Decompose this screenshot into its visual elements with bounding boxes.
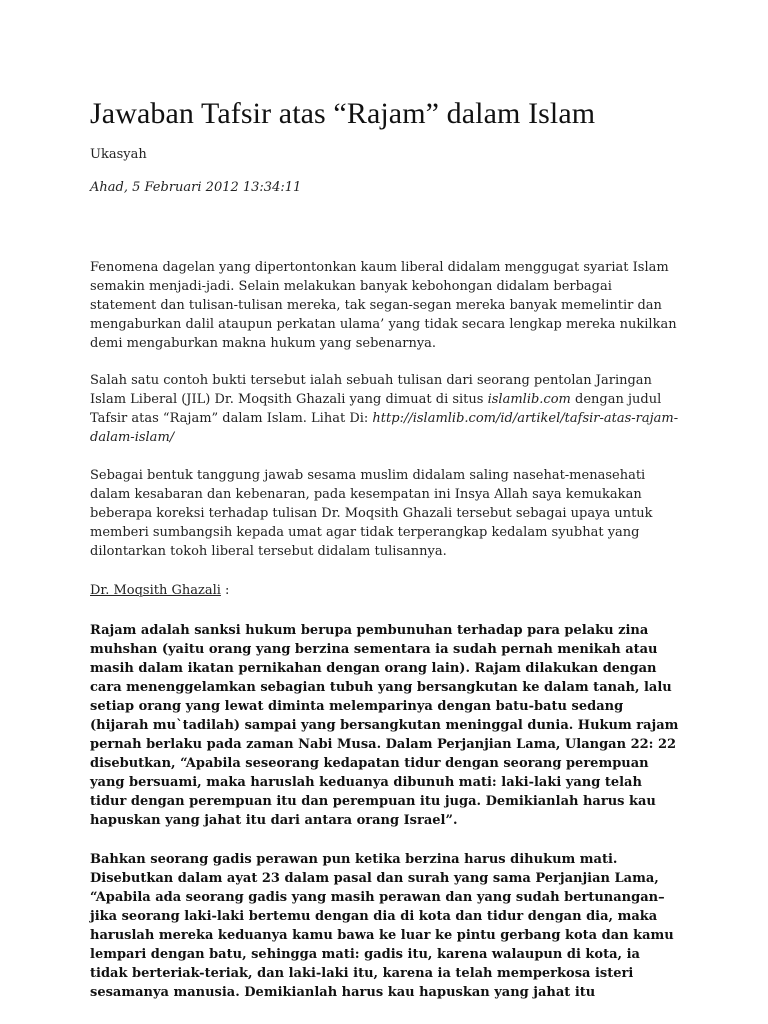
article-author: Ukasyah [90,147,147,162]
paragraph-example-text-2: dengan judul Tafsir atas “Rajam” dalam Islam. Lihat Di: [90,392,662,426]
article-date: Ahad, 5 Februari 2012 13:34:11 [90,180,302,195]
paragraph-intro: Fenomena dagelan yang dipertontonkan kaum liberal didalam menggugat syariat Islam semakin menjadi-jadi. Selain melakukan banyak kebohongan didalam berbagai statement dan tulisan-tulisan mereka, tak segan-segan mereka banyak memelintir dan mengaburkan dalil ataupun perkatan ulama’ yang tidak secara lengkap mereka nukilkan demi mengaburkan makna hukum yang sebenarnya. [90,260,677,351]
paragraph-purpose: Sebagai bentuk tanggung jawab sesama muslim didalam saling nasehat-menasehati dalam kesabaran dan kebenaran, pada kesempatan ini Insya Allah saya kemukakan beberapa koreksi terhadap tulisan Dr. Moqsith Ghazali tersebut sebagai upaya untuk memberi sumbangsih kepada umat agar tidak terperangkap kedalam syubhat yang dilontarkan tokoh liberal tersebut didalam tulisannya. [90,468,653,559]
article-title: Jawaban Tafsir atas “Rajam” dalam Islam [90,97,596,130]
quote-paragraph-2: Bahkan seorang gadis perawan pun ketika berzina harus dihukum mati. Disebutkan dalam ayat 23 dalam pasal dan surah yang sama Perjanjian Lama, “Apabila ada seorang gadis yang masih perawan dan yang sudah bertunangan–jika seorang laki-laki bertemu dengan dia di kota dan tidur dengan dia, maka haruslah mereka keduanya kamu bawa ke luar ke pintu gerbang kota dan kamu lempari dengan batu, sehingga mati: gadis itu, karena walaupun di kota, ia tidak berteriak-teriak, dan laki-laki itu, karena ia telah memperkosa isteri sesamanya manusia. Demikianlah harus kau hapuskan yang jahat itu [90,852,674,1000]
quote-paragraph-1: Rajam adalah sanksi hukum berupa pembunuhan terhadap para pelaku zina muhshan (yaitu orang yang berzina sementara ia sudah pernah menikah atau masih dalam ikatan pernikahan dengan orang lain). Rajam dilakukan dengan cara menenggelamkan sebagian tubuh yang bersangkutan ke dalam tanah, lalu setiap orang yang lewat diminta melemparinya dengan batu-batu sedang (hijarah mu`tadilah) sampai yang bersangkutan meninggal dunia. Hukum rajam pernah berlaku pada zaman Nabi Musa. Dalam Perjanjian Lama, Ulangan 22: 22 disebutkan, “Apabila seseorang kedapatan tidur dengan seorang perempuan yang bersuami, maka haruslah keduanya dibunuh mati: laki-laki yang telah tidur dengan perempuan itu dan perempuan itu juga. Demikianlah harus kau hapuskan yang jahat itu dari antara orang Israel”. [90,623,679,828]
quote-author: Dr. Moqsith Ghazali [90,583,221,598]
article-link[interactable]: http://islamlib.com/id/artikel/tafsir-atas-rajam-dalam-islam/ [90,411,679,445]
article-body [90,258,680,1002]
site-name: islamlib.com [487,392,571,407]
quote-heading [90,581,680,600]
paragraph-example [90,371,680,447]
paragraph-example-text-1: Salah satu contoh bukti tersebut ialah sebuah tulisan dari seorang pentolan Jaringan Islam Liberal (JIL) Dr. Moqsith Ghazali yang dimuat di situs [90,373,652,407]
quote-heading-colon: : [220,583,230,598]
